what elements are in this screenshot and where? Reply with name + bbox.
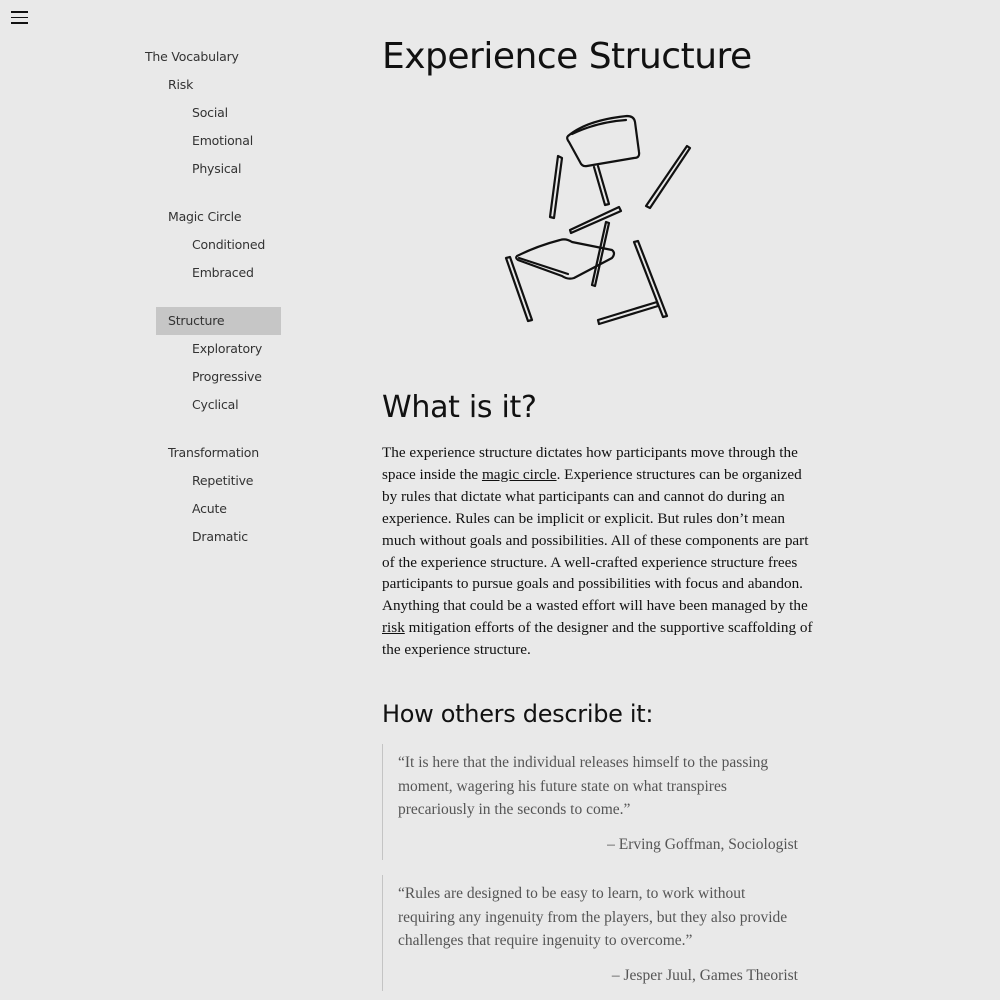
nav-item-risk[interactable]: Risk xyxy=(168,77,194,92)
nav-item-embraced[interactable]: Embraced xyxy=(192,265,254,280)
nav-item-magic-circle[interactable]: Magic Circle xyxy=(168,209,242,224)
risk-link[interactable]: risk xyxy=(382,619,405,637)
section-heading-how-others-describe: How others describe it: xyxy=(382,700,654,728)
sidebar-nav xyxy=(0,0,300,1000)
nav-item-conditioned[interactable]: Conditioned xyxy=(192,237,266,252)
body-text-part-2: . Experience structures can be organized by rules that dictate what participants can and cannot do during an experience. Rules can be implicit or explicit. But rules don’t mean much without goals and possibilities. All of these components are part of the experience structure. A well-crafted experience structure frees participants to pursue goals and possibilities with focus and abandon. Anything that could be a wasted effort will have been managed by the xyxy=(382,465,809,615)
magic-circle-link[interactable]: magic circle xyxy=(481,465,557,483)
section-heading-what-is-it: What is it? xyxy=(382,390,537,425)
nav-item-acute[interactable]: Acute xyxy=(192,501,227,516)
quote-attribution: – Jesper Juul, Games Theorist xyxy=(611,966,798,984)
body-paragraph xyxy=(382,442,818,661)
nav-item-transformation[interactable]: Transformation xyxy=(168,445,259,460)
nav-item-emotional[interactable]: Emotional xyxy=(192,133,253,148)
nav-item-social[interactable]: Social xyxy=(192,105,228,120)
page-title: Experience Structure xyxy=(382,36,752,77)
nav-item-structure[interactable]: Structure xyxy=(156,307,281,335)
quote-text: “It is here that the individual releases himself to the passing moment, wagering his future state on what transpires precariously in the seconds to come.” xyxy=(398,754,769,818)
quote-attribution: – Erving Goffman, Sociologist xyxy=(607,835,798,853)
nav-item-dramatic[interactable]: Dramatic xyxy=(192,529,248,544)
body-text-part-1: The experience structure dictates how participants move through the space inside the xyxy=(382,444,798,483)
nav-item-exploratory[interactable]: Exploratory xyxy=(192,341,263,356)
quote-text: “Rules are designed to be easy to learn, to work without requiring any ingenuity from the players, but they also provide challenges that require ingenuity to overcome.” xyxy=(398,885,788,949)
broken-chair-illustration xyxy=(502,108,702,328)
nav-item-progressive[interactable]: Progressive xyxy=(192,369,262,384)
nav-item-physical[interactable]: Physical xyxy=(192,161,242,176)
quote-goffman xyxy=(382,744,802,860)
nav-item-cyclical[interactable]: Cyclical xyxy=(192,397,239,412)
nav-item-the-vocabulary[interactable]: The Vocabulary xyxy=(145,49,239,64)
nav-item-repetitive[interactable]: Repetitive xyxy=(192,473,254,488)
quote-juul xyxy=(382,875,802,991)
body-text-part-3: mitigation efforts of the designer and the supportive scaffolding of the experience structure. xyxy=(382,619,813,659)
